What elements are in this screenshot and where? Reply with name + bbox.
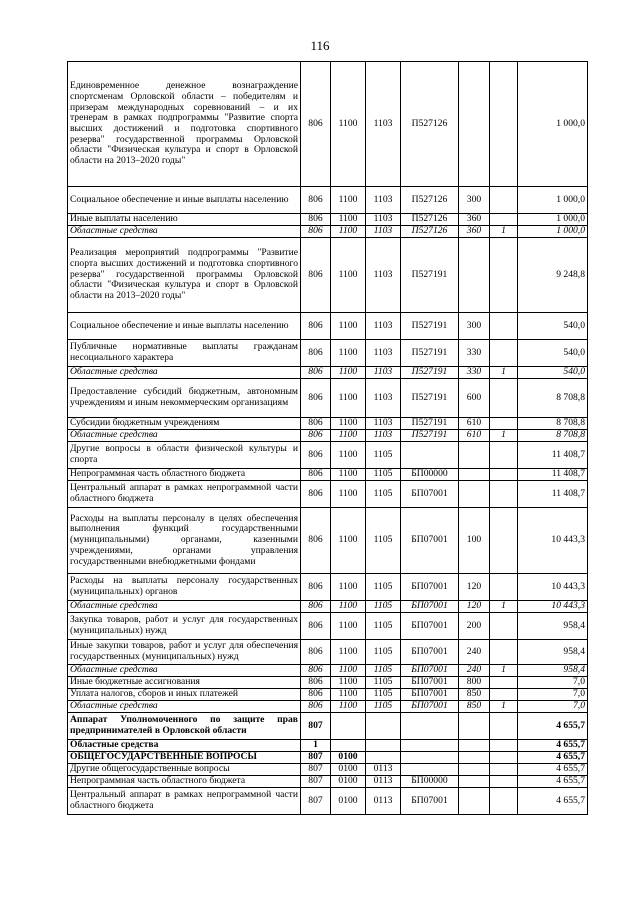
cell-rz: 1100 <box>331 214 366 226</box>
cell-name: Областные средства <box>68 430 301 442</box>
cell-cs: БП07001 <box>401 508 459 574</box>
cell-rz: 1100 <box>331 640 366 665</box>
cell-cs <box>401 442 459 469</box>
cell-name: Реализация мероприятий подпрограммы "Развитие спорта высших достижений и подготовка спортивного резерва" государственной программы Орловской области "Физическая культура и спорт в Орловской области на 2013–2020 годы" <box>68 238 301 313</box>
cell-name: Публичные нормативные выплаты гражданам несоциального характера <box>68 340 301 367</box>
table-row <box>68 601 588 613</box>
cell-amount: 7,0 <box>518 689 588 701</box>
table-row <box>68 764 588 776</box>
cell-rz: 1100 <box>331 62 366 187</box>
cell-src <box>490 481 518 508</box>
cell-amount: 10 443,3 <box>518 508 588 574</box>
table-row <box>68 508 588 574</box>
cell-vr: 120 <box>459 601 490 613</box>
cell-pr: 1103 <box>366 379 401 418</box>
cell-name: Областные средства <box>68 367 301 379</box>
cell-rz: 1100 <box>331 574 366 601</box>
cell-src <box>490 740 518 752</box>
cell-src <box>490 418 518 430</box>
cell-gr: 806 <box>301 689 331 701</box>
cell-amount: 4 655,7 <box>518 776 588 788</box>
cell-src: 1 <box>490 430 518 442</box>
cell-cs: БП07001 <box>401 601 459 613</box>
cell-vr <box>459 740 490 752</box>
cell-cs: П527126 <box>401 214 459 226</box>
cell-src <box>490 788 518 815</box>
cell-pr: 1103 <box>366 340 401 367</box>
table-row <box>68 613 588 640</box>
budget-table <box>67 61 588 815</box>
cell-cs: БП07001 <box>401 665 459 677</box>
cell-pr: 1103 <box>366 367 401 379</box>
cell-vr <box>459 764 490 776</box>
cell-vr: 330 <box>459 367 490 379</box>
cell-gr: 806 <box>301 677 331 689</box>
cell-src <box>490 508 518 574</box>
cell-amount: 9 248,8 <box>518 238 588 313</box>
cell-rz: 1100 <box>331 238 366 313</box>
page-number: 116 <box>310 38 330 53</box>
cell-amount: 4 655,7 <box>518 752 588 764</box>
cell-cs: БП07001 <box>401 574 459 601</box>
cell-src <box>490 689 518 701</box>
table-row <box>68 740 588 752</box>
cell-vr <box>459 713 490 740</box>
table-row <box>68 689 588 701</box>
table-row <box>68 214 588 226</box>
cell-amount: 10 443,3 <box>518 574 588 601</box>
cell-vr: 300 <box>459 187 490 214</box>
table-row <box>68 677 588 689</box>
cell-pr: 1105 <box>366 574 401 601</box>
cell-vr <box>459 62 490 187</box>
cell-name: Субсидии бюджетным учреждениям <box>68 418 301 430</box>
cell-pr: 1105 <box>366 665 401 677</box>
cell-vr: 330 <box>459 340 490 367</box>
cell-vr: 850 <box>459 689 490 701</box>
cell-name: ОБЩЕГОСУДАРСТВЕННЫЕ ВОПРОСЫ <box>68 752 301 764</box>
cell-pr: 1103 <box>366 313 401 340</box>
cell-pr: 1105 <box>366 613 401 640</box>
cell-vr: 300 <box>459 313 490 340</box>
cell-gr: 806 <box>301 62 331 187</box>
cell-cs: БП07001 <box>401 788 459 815</box>
table-row <box>68 776 588 788</box>
cell-vr: 800 <box>459 677 490 689</box>
cell-src <box>490 214 518 226</box>
cell-pr: 1103 <box>366 214 401 226</box>
cell-src <box>490 442 518 469</box>
cell-amount: 11 408,7 <box>518 442 588 469</box>
cell-gr: 806 <box>301 238 331 313</box>
cell-rz: 1100 <box>331 481 366 508</box>
table-row <box>68 238 588 313</box>
cell-pr: 0113 <box>366 764 401 776</box>
cell-cs <box>401 740 459 752</box>
cell-rz: 1100 <box>331 418 366 430</box>
cell-gr: 806 <box>301 613 331 640</box>
cell-rz: 0100 <box>331 788 366 815</box>
cell-gr: 806 <box>301 226 331 238</box>
cell-src <box>490 752 518 764</box>
cell-name: Центральный аппарат в рамках непрограммной части областного бюджета <box>68 788 301 815</box>
cell-src <box>490 776 518 788</box>
cell-cs: П527191 <box>401 340 459 367</box>
cell-src <box>490 574 518 601</box>
cell-gr: 806 <box>301 508 331 574</box>
cell-cs <box>401 752 459 764</box>
cell-cs: П527126 <box>401 187 459 214</box>
cell-pr: 0113 <box>366 776 401 788</box>
cell-name: Предоставление субсидий бюджетным, автономным учреждениям и иным некоммерческим организациям <box>68 379 301 418</box>
cell-amount: 8 708,8 <box>518 430 588 442</box>
table-row <box>68 574 588 601</box>
cell-pr: 1103 <box>366 187 401 214</box>
cell-pr: 1105 <box>366 677 401 689</box>
cell-amount: 1 000,0 <box>518 187 588 214</box>
cell-name: Другие вопросы в области физической культуры и спорта <box>68 442 301 469</box>
cell-cs: П527191 <box>401 418 459 430</box>
cell-cs: БП07001 <box>401 613 459 640</box>
cell-rz: 1100 <box>331 677 366 689</box>
cell-vr <box>459 469 490 481</box>
cell-amount: 4 655,7 <box>518 764 588 776</box>
cell-gr: 806 <box>301 701 331 713</box>
cell-src <box>490 340 518 367</box>
cell-cs: П527191 <box>401 313 459 340</box>
cell-vr: 120 <box>459 574 490 601</box>
table-row <box>68 367 588 379</box>
cell-cs: БП07001 <box>401 701 459 713</box>
cell-pr <box>366 752 401 764</box>
cell-amount: 8 708,8 <box>518 379 588 418</box>
cell-pr: 1105 <box>366 469 401 481</box>
cell-rz: 1100 <box>331 613 366 640</box>
table-row <box>68 313 588 340</box>
cell-amount: 11 408,7 <box>518 481 588 508</box>
cell-gr: 806 <box>301 379 331 418</box>
cell-amount: 8 708,8 <box>518 418 588 430</box>
cell-name: Областные средства <box>68 740 301 752</box>
cell-rz <box>331 713 366 740</box>
cell-name: Центральный аппарат в рамках непрограммной части областного бюджета <box>68 481 301 508</box>
cell-cs <box>401 713 459 740</box>
cell-vr <box>459 481 490 508</box>
cell-cs: П527126 <box>401 226 459 238</box>
cell-src <box>490 313 518 340</box>
cell-pr: 1105 <box>366 442 401 469</box>
cell-amount: 958,4 <box>518 613 588 640</box>
cell-gr: 806 <box>301 469 331 481</box>
cell-pr: 1105 <box>366 689 401 701</box>
cell-vr: 240 <box>459 665 490 677</box>
cell-gr: 1 <box>301 740 331 752</box>
cell-rz: 1100 <box>331 701 366 713</box>
cell-amount: 4 655,7 <box>518 740 588 752</box>
cell-pr: 1105 <box>366 481 401 508</box>
cell-vr <box>459 238 490 313</box>
cell-src: 1 <box>490 701 518 713</box>
cell-gr: 806 <box>301 340 331 367</box>
cell-gr: 806 <box>301 313 331 340</box>
cell-src <box>490 62 518 187</box>
cell-amount: 4 655,7 <box>518 788 588 815</box>
cell-name: Областные средства <box>68 665 301 677</box>
cell-cs: БП07001 <box>401 689 459 701</box>
table-row <box>68 752 588 764</box>
cell-gr: 806 <box>301 418 331 430</box>
cell-vr <box>459 752 490 764</box>
cell-src <box>490 677 518 689</box>
cell-pr: 1103 <box>366 418 401 430</box>
cell-name: Непрограммная часть областного бюджета <box>68 469 301 481</box>
cell-rz: 1100 <box>331 665 366 677</box>
cell-pr: 1103 <box>366 238 401 313</box>
cell-vr: 600 <box>459 379 490 418</box>
cell-src: 1 <box>490 367 518 379</box>
cell-src <box>490 713 518 740</box>
cell-name: Аппарат Уполномоченного по защите прав предпринимателей в Орловской области <box>68 713 301 740</box>
cell-rz: 0100 <box>331 752 366 764</box>
cell-cs: П527191 <box>401 430 459 442</box>
cell-name: Социальное обеспечение и иные выплаты населению <box>68 313 301 340</box>
cell-rz: 1100 <box>331 508 366 574</box>
cell-amount: 1 000,0 <box>518 226 588 238</box>
cell-gr: 807 <box>301 776 331 788</box>
cell-vr: 240 <box>459 640 490 665</box>
cell-name: Непрограммная часть областного бюджета <box>68 776 301 788</box>
cell-src <box>490 469 518 481</box>
cell-name: Областные средства <box>68 601 301 613</box>
cell-name: Областные средства <box>68 701 301 713</box>
cell-src: 1 <box>490 665 518 677</box>
cell-cs: БП00000 <box>401 776 459 788</box>
table-row <box>68 379 588 418</box>
cell-gr: 806 <box>301 665 331 677</box>
cell-amount: 4 655,7 <box>518 713 588 740</box>
cell-src <box>490 187 518 214</box>
cell-src: 1 <box>490 226 518 238</box>
cell-gr: 806 <box>301 601 331 613</box>
cell-vr: 100 <box>459 508 490 574</box>
cell-vr <box>459 788 490 815</box>
cell-rz: 0100 <box>331 764 366 776</box>
cell-cs: БП07001 <box>401 640 459 665</box>
cell-amount: 958,4 <box>518 665 588 677</box>
cell-vr: 610 <box>459 430 490 442</box>
cell-rz: 1100 <box>331 601 366 613</box>
cell-src <box>490 640 518 665</box>
cell-vr: 360 <box>459 214 490 226</box>
cell-gr: 807 <box>301 752 331 764</box>
table-row <box>68 187 588 214</box>
cell-gr: 806 <box>301 367 331 379</box>
cell-name: Иные бюджетные ассигнования <box>68 677 301 689</box>
cell-vr <box>459 776 490 788</box>
cell-gr: 806 <box>301 430 331 442</box>
cell-pr: 1103 <box>366 62 401 187</box>
cell-rz <box>331 740 366 752</box>
cell-pr: 1105 <box>366 701 401 713</box>
cell-src: 1 <box>490 601 518 613</box>
table-row <box>68 469 588 481</box>
cell-amount: 540,0 <box>518 367 588 379</box>
cell-amount: 1 000,0 <box>518 214 588 226</box>
cell-amount: 540,0 <box>518 313 588 340</box>
cell-name: Уплата налогов, сборов и иных платежей <box>68 689 301 701</box>
cell-rz: 1100 <box>331 689 366 701</box>
cell-name: Областные средства <box>68 226 301 238</box>
cell-gr: 806 <box>301 187 331 214</box>
cell-name: Единовременное денежное вознаграждение спортсменам Орловской области – победителям и призерам международных соревнований – и их тренерам в рамках подпрограммы "Развитие спорта высших достижений и подготовка спортивного резерва" государственной программы Орловской области "Физическая культура и спорт в Орловской области на 2013–2020 годы" <box>68 62 301 187</box>
cell-pr: 1105 <box>366 508 401 574</box>
table-row <box>68 430 588 442</box>
cell-rz: 1100 <box>331 187 366 214</box>
cell-gr: 807 <box>301 713 331 740</box>
table-row <box>68 340 588 367</box>
cell-amount: 7,0 <box>518 701 588 713</box>
table-row <box>68 788 588 815</box>
cell-name: Другие общегосударственные вопросы <box>68 764 301 776</box>
table-row <box>68 701 588 713</box>
cell-name: Иные закупки товаров, работ и услуг для обеспечения государственных (муниципальных) нужд <box>68 640 301 665</box>
cell-gr: 806 <box>301 640 331 665</box>
cell-vr: 200 <box>459 613 490 640</box>
cell-pr: 1105 <box>366 640 401 665</box>
table-row <box>68 418 588 430</box>
cell-amount: 1 000,0 <box>518 62 588 187</box>
cell-pr: 1103 <box>366 226 401 238</box>
table-row <box>68 442 588 469</box>
cell-pr: 1103 <box>366 430 401 442</box>
cell-pr: 0113 <box>366 788 401 815</box>
cell-src <box>490 764 518 776</box>
cell-vr: 610 <box>459 418 490 430</box>
cell-vr: 360 <box>459 226 490 238</box>
cell-cs <box>401 764 459 776</box>
cell-rz: 1100 <box>331 340 366 367</box>
cell-pr <box>366 713 401 740</box>
cell-rz: 1100 <box>331 226 366 238</box>
cell-rz: 1100 <box>331 379 366 418</box>
cell-amount: 540,0 <box>518 340 588 367</box>
cell-gr: 806 <box>301 481 331 508</box>
cell-name: Расходы на выплаты персоналу государственных (муниципальных) органов <box>68 574 301 601</box>
cell-gr: 807 <box>301 764 331 776</box>
table-row <box>68 226 588 238</box>
cell-gr: 806 <box>301 574 331 601</box>
cell-rz: 0100 <box>331 776 366 788</box>
cell-vr <box>459 442 490 469</box>
cell-gr: 807 <box>301 788 331 815</box>
table-row <box>68 713 588 740</box>
cell-cs: П527191 <box>401 367 459 379</box>
cell-name: Социальное обеспечение и иные выплаты населению <box>68 187 301 214</box>
cell-name: Иные выплаты населению <box>68 214 301 226</box>
cell-name: Закупка товаров, работ и услуг для государственных (муниципальных) нужд <box>68 613 301 640</box>
cell-gr: 806 <box>301 442 331 469</box>
cell-cs: П527191 <box>401 379 459 418</box>
cell-rz: 1100 <box>331 469 366 481</box>
cell-cs: БП07001 <box>401 481 459 508</box>
table-row <box>68 640 588 665</box>
cell-pr: 1105 <box>366 601 401 613</box>
cell-rz: 1100 <box>331 313 366 340</box>
table-row <box>68 481 588 508</box>
cell-name: Расходы на выплаты персоналу в целях обеспечения выполнения функций государственными (муниципальными) органами, казенными учреждениями, органами управления государственными внебюджетными фондами <box>68 508 301 574</box>
cell-amount: 958,4 <box>518 640 588 665</box>
cell-rz: 1100 <box>331 430 366 442</box>
cell-vr: 850 <box>459 701 490 713</box>
cell-src <box>490 238 518 313</box>
cell-cs: П527191 <box>401 238 459 313</box>
cell-cs: П527126 <box>401 62 459 187</box>
cell-pr <box>366 740 401 752</box>
cell-amount: 11 408,7 <box>518 469 588 481</box>
cell-cs: БП07001 <box>401 677 459 689</box>
table-row <box>68 665 588 677</box>
cell-cs: БП00000 <box>401 469 459 481</box>
cell-src <box>490 613 518 640</box>
cell-rz: 1100 <box>331 367 366 379</box>
cell-src <box>490 379 518 418</box>
table-row <box>68 62 588 187</box>
cell-gr: 806 <box>301 214 331 226</box>
cell-amount: 7,0 <box>518 677 588 689</box>
cell-rz: 1100 <box>331 442 366 469</box>
cell-amount: 10 443,3 <box>518 601 588 613</box>
